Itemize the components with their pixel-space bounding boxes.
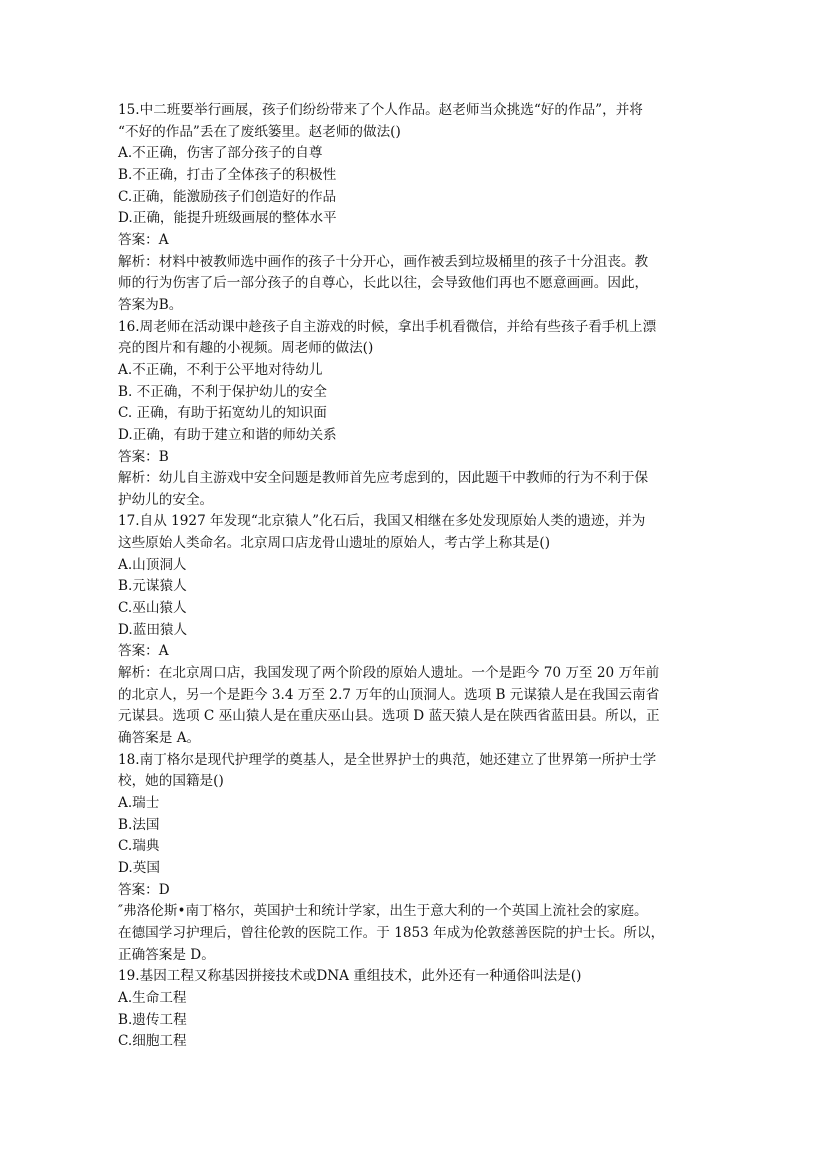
answer-option: A.生命工程 xyxy=(118,989,187,1006)
answer-option: A.山顶洞人 xyxy=(118,556,187,573)
answer-option: A.不正确，伤害了部分孩子的自尊 xyxy=(118,145,323,162)
answer-key: 答案：A xyxy=(118,643,169,660)
question-stem-line: 17.自从 1927 年发现“北京猿人”化石后，我国又相继在多处发现原始人类的遗迹，并为 xyxy=(118,513,646,530)
answer-option: D.正确，能提升班级画展的整体水平 xyxy=(118,210,337,227)
answer-key: 答案：A xyxy=(118,231,169,248)
explanation-line: 的北京人，另一个是距今 3.4 万至 2.7 万年的山顶洞人。选项 B 元谋猿人是在我国云南省 xyxy=(118,686,660,703)
question-stem-line: 校，她的国籍是() xyxy=(118,773,224,790)
explanation-line: 答案为B。 xyxy=(118,296,183,313)
answer-key: 答案：B xyxy=(118,448,169,465)
question-stem-line: 19.基因工程又称基因拼接技术或DNA 重组技术，此外还有一种通俗叫法是() xyxy=(118,968,582,985)
answer-option: C.瑞典 xyxy=(118,838,160,855)
answer-option: D.蓝田猿人 xyxy=(118,621,188,638)
answer-option: B.元谋猿人 xyxy=(118,578,187,595)
answer-option: D.英国 xyxy=(118,859,160,876)
explanation-line: 在德国学习护理后，曾往伦敦的医院工作。于 1853 年成为伦敦慈善医院的护士长。所以， xyxy=(118,924,665,941)
answer-option: C.细胞工程 xyxy=(118,1033,187,1050)
question-stem-line: 这些原始人类命名。北京周口店龙骨山遗址的原始人，考古学上称其是() xyxy=(118,535,551,552)
answer-option: C.巫山猿人 xyxy=(118,600,187,617)
answer-option: B. 不正确，不利于保护幼儿的安全 xyxy=(118,383,327,400)
explanation-line: ″弗洛伦斯•南丁格尔，英国护士和统计学家，出生于意大利的一个英国上流社会的家庭。 xyxy=(118,903,648,920)
answer-option: B.不正确，打击了全体孩子的积极性 xyxy=(118,166,337,183)
answer-option: A.瑞士 xyxy=(118,795,160,811)
question-stem-line: 16.周老师在活动课中趁孩子自主游戏的时候，拿出手机看微信，并给有些孩子看手机上漂 xyxy=(118,318,657,335)
answer-key: 答案：D xyxy=(118,881,170,898)
explanation-line: 护幼儿的安全。 xyxy=(118,491,214,508)
explanation-line: 解析：幼儿自主游戏中安全问题是教师首先应考虑到的，因此题干中教师的行为不利于保 xyxy=(118,470,649,487)
question-stem-line: 18.南丁格尔是现代护理学的奠基人，是全世界护士的典范，她还建立了世界第一所护士学 xyxy=(118,751,657,768)
explanation-line: 元谋县。选项 C 巫山猿人是在重庆巫山县。选项 D 蓝天猿人是在陕西省蓝田县。所以，正 xyxy=(118,708,660,725)
explanation-line: 解析：材料中被教师选中画作的孩子十分开心，画作被丢到垃圾桶里的孩子十分沮丧。教 xyxy=(118,253,649,270)
question-stem-line: 亮的图片和有趣的小视频。周老师的做法() xyxy=(118,340,374,357)
answer-option: B.法国 xyxy=(118,816,160,833)
explanation-line: 确答案是 A。 xyxy=(118,730,201,747)
answer-option: C.正确，能激励孩子们创造好的作品 xyxy=(118,188,337,205)
answer-option: C. 正确，有助于拓宽幼儿的知识面 xyxy=(118,405,327,422)
explanation-line: 正确答案是 D。 xyxy=(118,946,215,963)
question-stem-line: “不好的作品”丢在了废纸篓里。赵老师的做法() xyxy=(118,123,401,140)
answer-option: D.正确，有助于建立和谐的师幼关系 xyxy=(118,426,337,443)
explanation-line: 师的行为伤害了后一部分孩子的自尊心，长此以往，会导致他们再也不愿意画画。因此， xyxy=(118,275,649,292)
question-stem-line: 15.中二班要举行画展，孩子们纷纷带来了个人作品。赵老师当众挑选“好的作品”，并将 xyxy=(118,102,643,118)
document-page xyxy=(118,100,718,1053)
answer-option: A.不正确，不利于公平地对待幼儿 xyxy=(118,361,323,378)
explanation-line: 解析：在北京周口店，我国发现了两个阶段的原始人遗址。一个是距今 70 万至 20 万年前 xyxy=(118,665,660,682)
answer-option: B.遗传工程 xyxy=(118,1011,187,1028)
